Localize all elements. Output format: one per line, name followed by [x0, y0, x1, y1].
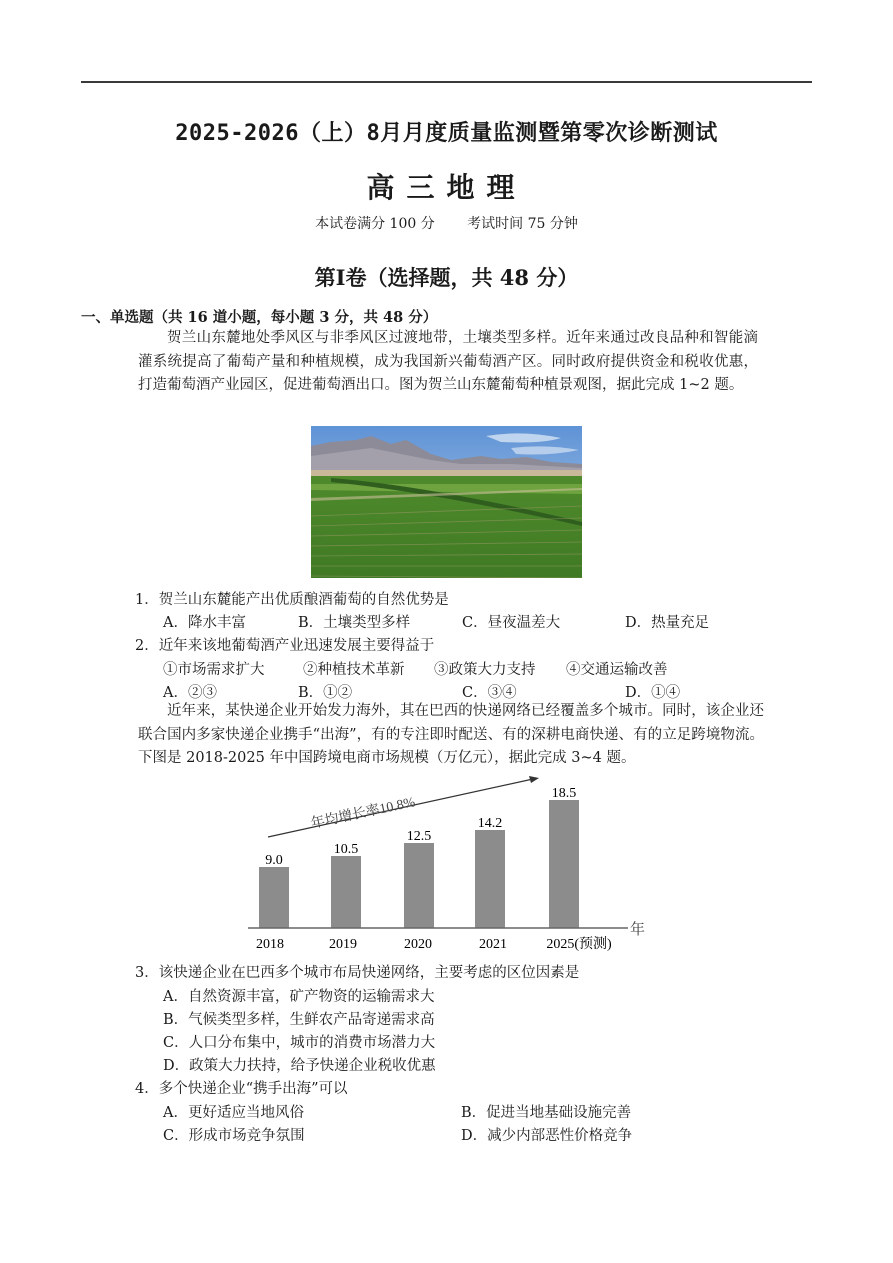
value-label: 9.0 — [265, 853, 283, 868]
value-label: 14.2 — [477, 816, 503, 831]
option-b[interactable]: B．土壤类型多样 — [298, 615, 411, 631]
section-heading: 一、单选题（共 16 道小题，每小题 3 分，共 48 分） — [81, 309, 438, 326]
question-stem: 1．贺兰山东麓能产出优质酿酒葡萄的自然优势是 — [135, 592, 449, 608]
subject-title: 高三地理 — [366, 171, 527, 204]
full-score: 本试卷满分 100 分 — [315, 216, 435, 232]
vineyard-landscape-image — [311, 426, 582, 578]
bar-2025 — [549, 800, 579, 928]
option-d[interactable]: D．政策大力扶持，给予快递企业税收优惠 — [163, 1058, 436, 1074]
value-label: 12.5 — [406, 829, 432, 844]
bar-2021 — [475, 830, 505, 928]
question-stem: 2．近年来该地葡萄酒产业迅速发展主要得益于 — [135, 638, 435, 654]
category-label: 2018 — [256, 937, 284, 952]
vineyard-photo — [311, 426, 582, 578]
arrow-head-icon — [529, 776, 539, 783]
x-axis-label: 年 — [630, 922, 646, 938]
exam-title: 2025-2026（上）8月月度质量监测暨第零次诊断测试 — [175, 121, 718, 146]
statement-4: ④交通运输改善 — [566, 662, 668, 678]
option-d[interactable]: D．①④ — [625, 685, 681, 701]
category-label: 2019 — [329, 937, 357, 952]
option-a[interactable]: A．自然资源丰富，矿产物资的运输需求大 — [163, 989, 435, 1005]
option-d[interactable]: D．热量充足 — [625, 615, 710, 631]
option-b[interactable]: B．气候类型多样，生鲜农产品寄递需求高 — [163, 1012, 435, 1028]
category-label: 2020 — [404, 937, 432, 952]
option-d[interactable]: D．减少内部恶性价格竞争 — [461, 1128, 633, 1144]
statement-1: ①市场需求扩大 — [163, 662, 265, 678]
question-stem: 4．多个快递企业“携手出海”可以 — [135, 1081, 348, 1097]
exam-meta — [0, 213, 893, 233]
passage-1: 贺兰山东麓地处季风区与非季风区过渡地带，土壤类型多样。近年来通过改良品种和智能滴灌系统提高了葡萄产量和种植规模，成为我国新兴葡萄酒产区。同时政府提供资金和税收优惠，打造葡萄酒产业园区，促进葡萄酒出口。图为贺兰山东麓葡萄种植景观图，据此完成 1~2 题。 — [138, 330, 758, 393]
option-a[interactable]: A．②③ — [163, 685, 217, 701]
category-label: 2021 — [479, 937, 507, 952]
value-label: 10.5 — [333, 842, 359, 857]
market-size-bar-chart — [240, 775, 660, 955]
part-title: 第Ⅰ卷（选择题，共 48 分） — [314, 265, 579, 290]
bar-2019 — [331, 856, 361, 928]
bar-2020 — [404, 843, 434, 928]
category-label: 2025(预测) — [546, 937, 612, 952]
bar-chart-svg — [240, 775, 660, 955]
bar-2018 — [259, 867, 289, 928]
value-label: 18.5 — [551, 786, 577, 801]
passage-2: 近年来，某快递企业开始发力海外，其在巴西的快递网络已经覆盖多个城市。同时，该企业还联合国内多家快递企业携手“出海”，有的专注即时配送、有的深耕电商快递、有的立足跨境物流。下图是 2018-2025 年中国跨境电商市场规模（万亿元），据此完成 3~4 题。 — [138, 703, 764, 766]
option-a[interactable]: A．更好适应当地风俗 — [163, 1105, 304, 1121]
growth-annotation: 年均增长率10.8% — [309, 795, 417, 832]
option-c[interactable]: C．③④ — [462, 685, 517, 701]
option-c[interactable]: C．昼夜温差大 — [462, 615, 561, 631]
option-c[interactable]: C．形成市场竞争氛围 — [163, 1128, 305, 1144]
statement-3: ③政策大力支持 — [434, 662, 536, 678]
statement-2: ②种植技术革新 — [303, 662, 405, 678]
option-a[interactable]: A．降水丰富 — [163, 615, 246, 631]
option-c[interactable]: C．人口分布集中，城市的消费市场潜力大 — [163, 1035, 436, 1051]
header-rule — [81, 81, 812, 83]
option-b[interactable]: B．促进当地基础设施完善 — [461, 1105, 632, 1121]
question-stem: 3．该快递企业在巴西多个城市布局快递网络，主要考虑的区位因素是 — [135, 965, 580, 981]
option-b[interactable]: B．①② — [298, 685, 353, 701]
time-limit: 考试时间 75 分钟 — [467, 216, 578, 232]
